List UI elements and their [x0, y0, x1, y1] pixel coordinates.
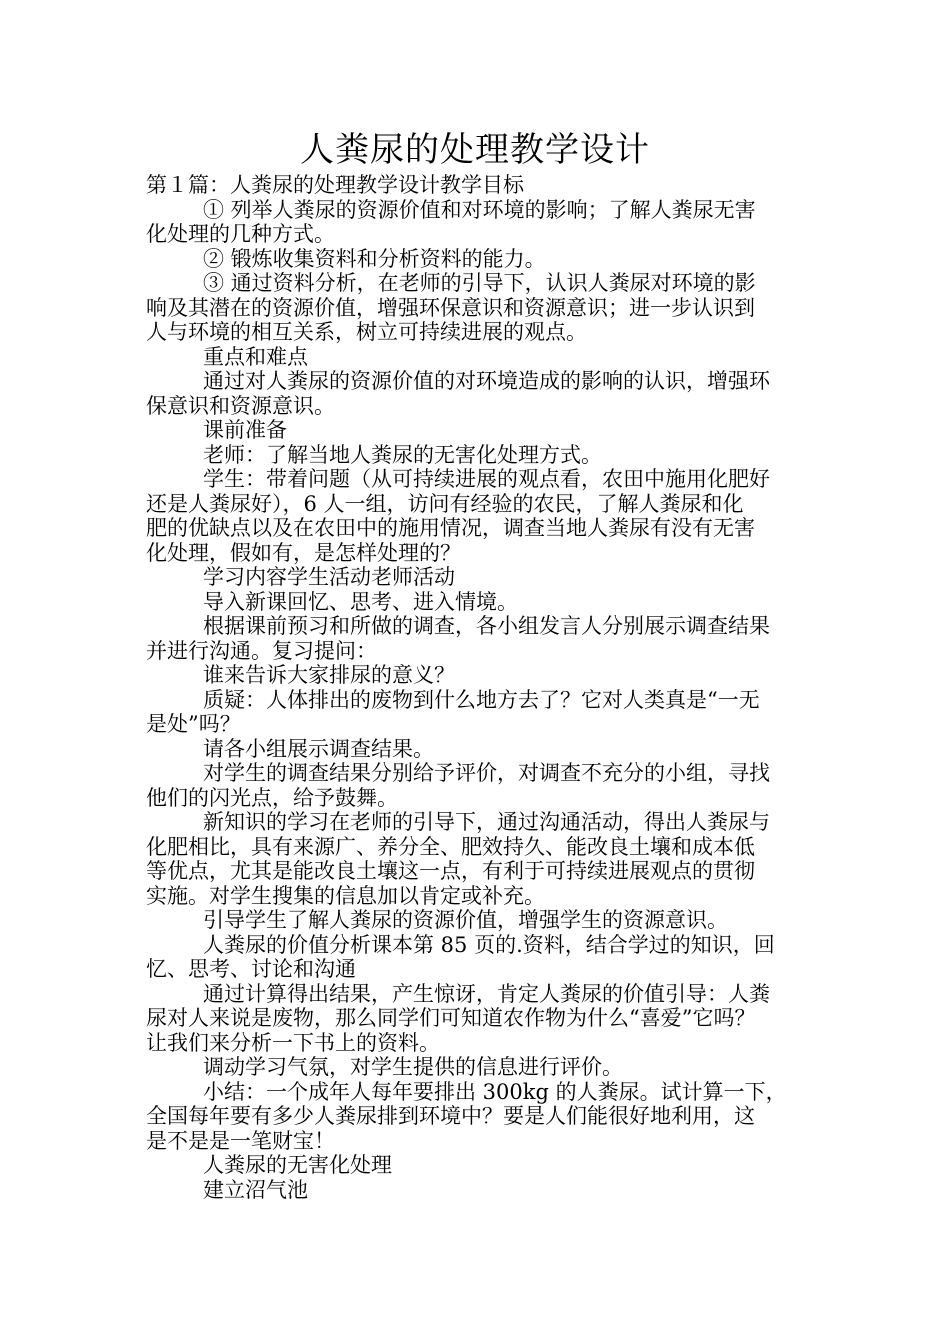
text-line: 化肥相比，具有来源广、养分全、肥效持久、能改良土壤和成本低 [146, 834, 755, 859]
text-line: 课前准备 [203, 418, 287, 442]
text-line: 通过计算得出结果，产生惊讶，肯定人粪尿的价值引导：人粪 [203, 981, 770, 1006]
text-line: 忆、思考、讨论和沟通 [146, 957, 356, 981]
text-line: 小结：一个成年人每年要排出 300kg 的人粪尿。试计算一下， [203, 1079, 787, 1104]
text-line: 化处理，假如有，是怎样处理的？ [146, 540, 461, 565]
text-line: 重点和难点 [203, 344, 308, 369]
text-line: 是处”吗？ [146, 712, 241, 736]
text-line: 学习内容学生活动老师活动 [203, 565, 455, 589]
text-line: 谁来告诉大家排尿的意义？ [203, 663, 455, 687]
text-line: 保意识和资源意识。 [146, 393, 335, 418]
text-line: ③ 通过资料分析，在老师的引导下，认识人粪尿对环境的影 [203, 271, 756, 295]
text-line: 等优点，尤其是能改良土壤这一点，有利于可持续进展观点的贯彻 [146, 859, 755, 883]
text-line: 并进行沟通。复习提问： [146, 638, 377, 663]
text-line: 新知识的学习在老师的引导下，通过沟通活动，得出人粪尿与 [203, 810, 770, 834]
text-line: 化处理的几种方式。 [146, 222, 335, 246]
text-line: 人粪尿的无害化处理 [203, 1153, 392, 1177]
text-line: 调动学习气氛，对学生提供的信息进行评价。 [203, 1055, 623, 1079]
text-line: ② 锻炼收集资料和分析资料的能力。 [203, 246, 546, 271]
document-title: 人粪尿的处理教学设计 [300, 130, 650, 170]
text-line: 质疑：人体排出的废物到什么地方去了？它对人类真是“一无 [203, 687, 760, 712]
text-line: 老师：了解当地人粪尿的无害化处理方式。 [203, 442, 602, 467]
text-line: 实施。对学生搜集的信息加以肯定或补充。 [146, 883, 545, 908]
text-line: 肥的优缺点以及在农田中的施用情况，调查当地人粪尿有没有无害 [146, 516, 755, 540]
text-line: 人与环境的相互关系，树立可持续进展的观点。 [146, 320, 587, 344]
text-line: 请各小组展示调查结果。 [203, 736, 434, 761]
text-line: 通过对人粪尿的资源价值的对环境造成的影响的认识，增强环 [203, 369, 770, 393]
document-body [146, 173, 810, 1202]
text-line: 让我们来分析一下书上的资料。 [146, 1030, 440, 1055]
text-line: 人粪尿的价值分析课本第 85 页的.资料，结合学过的知识，回 [203, 932, 775, 957]
text-line: 还是人粪尿好），6 人一组，访问有经验的农民，了解人粪尿和化 [146, 491, 744, 516]
text-line: 引导学生了解人粪尿的资源价值，增强学生的资源意识。 [203, 908, 728, 932]
text-line: 全国每年要有多少人粪尿排到环境中？要是人们能很好地利用，这 [146, 1104, 755, 1128]
text-line: 建立沼气池 [203, 1177, 308, 1202]
text-line: 对学生的调查结果分别给予评价，对调查不充分的小组，寻找 [203, 761, 770, 785]
text-line: 导入新课回忆、思考、进入情境。 [203, 589, 518, 614]
text-line: 响及其潜在的资源价值，增强环保意识和资源意识；进一步认识到 [146, 295, 755, 320]
text-line: 尿对人来说是废物，那么同学们可知道农作物为什么“喜爱”它吗？ [146, 1006, 756, 1030]
text-line: 他们的闪光点，给予鼓舞。 [146, 785, 398, 810]
text-line: 第１篇：人粪尿的处理教学设计教学目标 [146, 173, 524, 197]
text-line: 是不是是一笔财宝！ [146, 1128, 335, 1153]
text-line: 根据课前预习和所做的调查，各小组发言人分别展示调查结果 [203, 614, 770, 638]
text-line: ① 列举人粪尿的资源价值和对环境的影响；了解人粪尿无害 [203, 197, 756, 222]
text-line: 学生：带着问题（从可持续进展的观点看，农田中施用化肥好 [203, 467, 770, 491]
